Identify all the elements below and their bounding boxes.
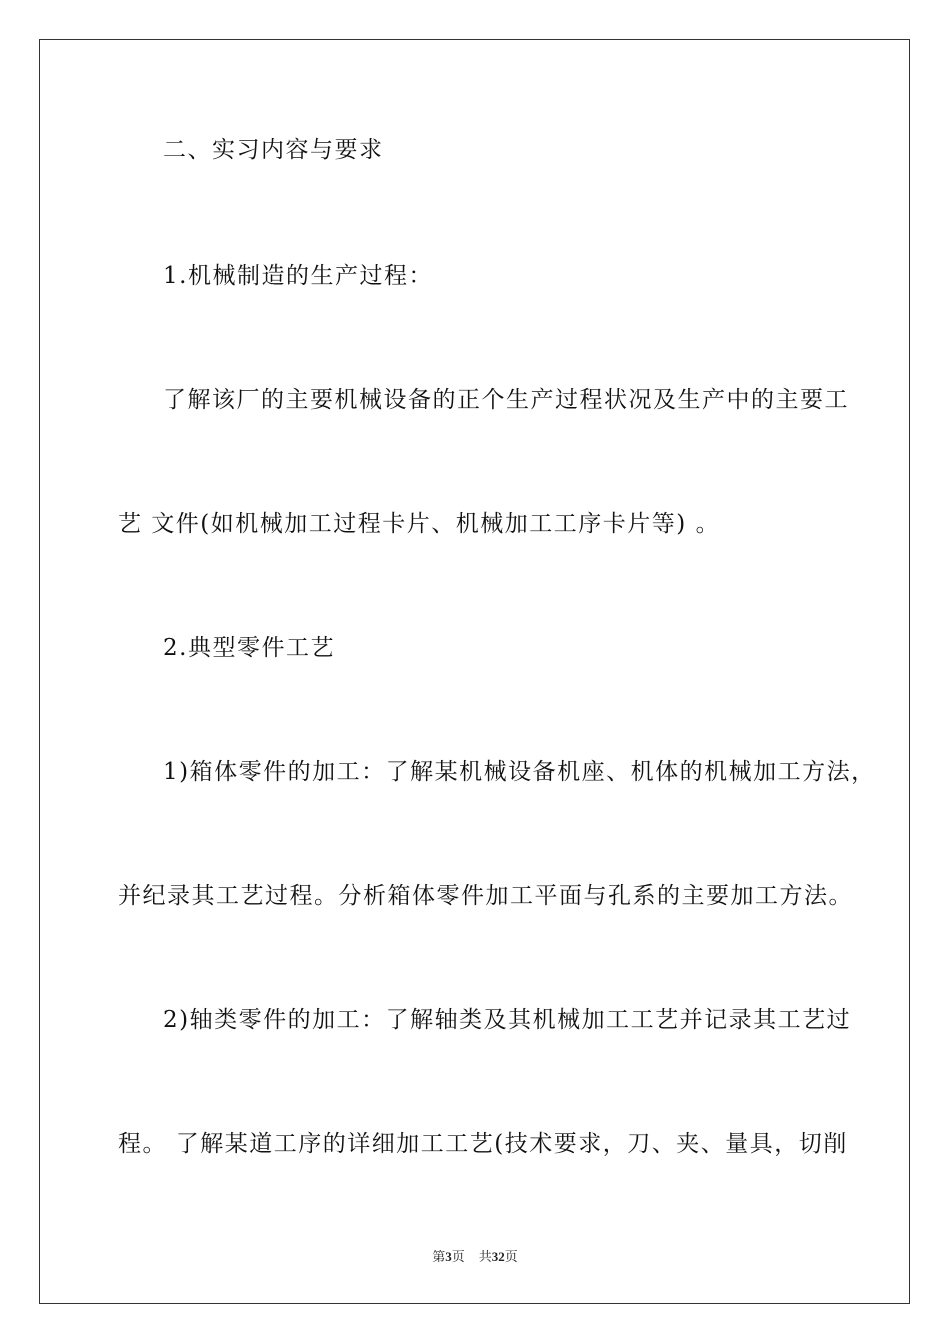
footer-page-number: 3 [445, 1249, 452, 1264]
paragraph-line: 艺 文件(如机械加工过程卡片、机械加工工序卡片等) 。 [118, 511, 721, 537]
subsection-heading-2: 2.典型零件工艺 [163, 635, 335, 661]
section-heading: 二、实习内容与要求 [163, 137, 384, 163]
page-footer [0, 1249, 950, 1265]
paragraph-line: 并纪录其工艺过程。分析箱体零件加工平面与孔系的主要加工方法。 [118, 883, 853, 909]
footer-total-prefix: 共 [478, 1249, 492, 1264]
footer-total-pages: 32 [491, 1249, 505, 1264]
page-border [39, 39, 910, 1304]
footer-page-prefix: 第 [432, 1249, 446, 1264]
paragraph-line: 1)箱体零件的加工：了解某机械设备机座、机体的机械加工方法， [163, 759, 876, 785]
paragraph-line: 2)轴类零件的加工：了解轴类及其机械加工工艺并记录其工艺过 [163, 1007, 852, 1033]
footer-total-suffix: 页 [504, 1249, 518, 1264]
paragraph-line: 程。 了解某道工序的详细加工工艺(技术要求，刀、夹、量具，切削 [118, 1131, 848, 1157]
footer-page-suffix: 页 [451, 1249, 465, 1264]
paragraph-line: 了解该厂的主要机械设备的正个生产过程状况及生产中的主要工 [163, 387, 849, 413]
subsection-heading-1: 1.机械制造的生产过程： [163, 263, 433, 289]
